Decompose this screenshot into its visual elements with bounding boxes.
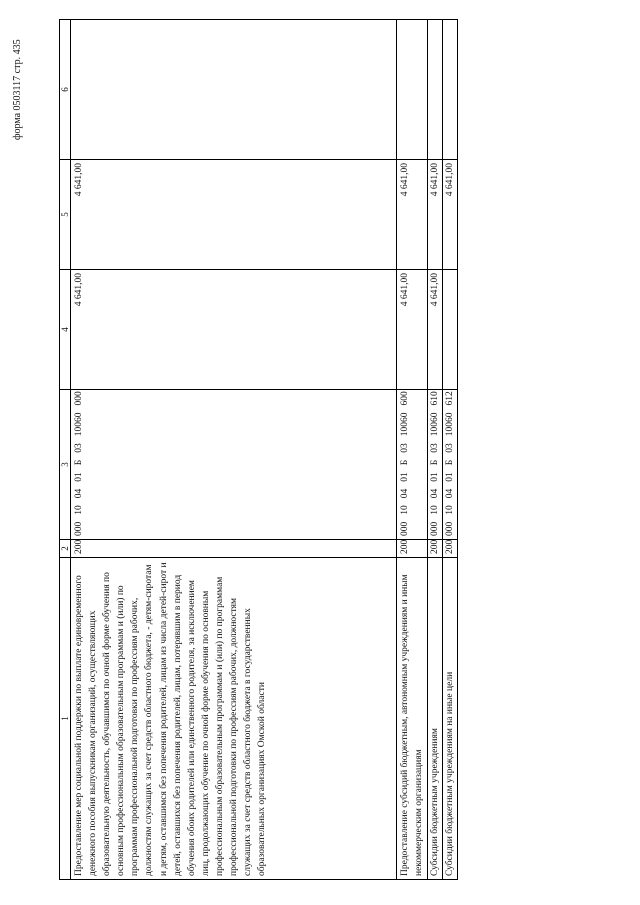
row-approved xyxy=(443,270,458,390)
row-unexecuted xyxy=(443,20,458,160)
code-part: 600 xyxy=(400,391,410,406)
row-executed: 4 641,00 xyxy=(443,160,458,270)
code-part: 03 xyxy=(430,443,441,453)
row-name: Предоставление субсидий бюджетным, автономным учреждениям и иным некоммерческим организациям xyxy=(397,558,428,880)
row-name: Предоставление мер социальной поддержки по выплате единовременного денежного пособия выпускникам организаций, осуществляющих образовательную деятельность, обучавшимся по очной форме обучения по основным профессиональным образовательным программам и (или) по программам профессиональной подготовки по профессиям рабочих, должностям служащих за счет средств областного бюджета, - детям-сиротам и детям, оставшимся без попечения родителей, лицам из числа детей-сирот и детей, оставшихся без попечения родителей, лицам, потерявшим в период обучения обоих родителей или единственного родителя, за исключением лиц, продолжающих обучение по очной форме обучения по основным профессиональным образовательным программам и (или) по программам профессиональной подготовки по профессиям рабочих, должностям служащих за счет средств областного бюджета в государственных образовательных организациях Омской области xyxy=(71,558,397,880)
row-executed: 4 641,00 xyxy=(428,160,443,270)
code-part: 04 xyxy=(400,488,410,499)
code-part: 10060 xyxy=(400,412,410,437)
header-cell: 6 xyxy=(60,20,71,160)
row-line-code: 200 xyxy=(397,540,428,558)
row-approved: 4 641,00 xyxy=(428,270,443,390)
row-line-code: 200 xyxy=(428,540,443,558)
code-part: 04 xyxy=(430,488,441,499)
header-row xyxy=(60,20,71,880)
code-part: 01 xyxy=(445,472,456,482)
header-cell: 2 xyxy=(60,540,71,558)
row-line-code: 200 xyxy=(71,540,397,558)
row-approved: 4 641,00 xyxy=(397,270,428,390)
row-unexecuted xyxy=(428,20,443,160)
row-executed: 4 641,00 xyxy=(71,160,397,270)
code-part: 10 xyxy=(445,505,456,515)
table-row xyxy=(443,20,458,880)
form-label: форма 0503117 стр. 435 xyxy=(12,39,23,140)
row-name: Субсидии бюджетным учреждениям на иные цели xyxy=(443,558,458,880)
row-budget-code xyxy=(71,390,397,540)
code-part: 000 xyxy=(430,521,441,536)
row-approved: 4 641,00 xyxy=(71,270,397,390)
code-part: Б xyxy=(400,459,410,466)
row-budget-code xyxy=(443,390,458,540)
code-part: 10060 xyxy=(430,412,441,437)
code-part: 000 xyxy=(74,521,84,536)
code-part: 000 xyxy=(74,391,84,406)
budget-table-rotated xyxy=(59,20,478,880)
code-part: Б xyxy=(445,459,456,466)
code-part: 01 xyxy=(400,472,410,482)
row-unexecuted xyxy=(397,20,428,160)
code-part: 10060 xyxy=(74,412,84,437)
code-part: 03 xyxy=(400,443,410,453)
code-part: 10 xyxy=(74,505,84,515)
table-row xyxy=(428,20,443,880)
row-unexecuted xyxy=(71,20,397,160)
code-part: 03 xyxy=(445,443,456,453)
code-part: 10 xyxy=(400,505,410,515)
code-part: 10060 xyxy=(445,412,456,437)
table-row xyxy=(397,20,428,880)
code-part: 10 xyxy=(430,505,441,515)
row-line-code: 200 xyxy=(443,540,458,558)
header-cell: 4 xyxy=(60,270,71,390)
code-part: 01 xyxy=(74,472,84,482)
row-name: Субсидии бюджетным учреждениям xyxy=(428,558,443,880)
row-budget-code xyxy=(428,390,443,540)
table-row xyxy=(71,20,397,880)
code-part: 612 xyxy=(445,391,456,406)
header-cell: 1 xyxy=(60,558,71,880)
header-cell: 5 xyxy=(60,160,71,270)
code-part: 03 xyxy=(74,443,84,453)
code-part: Б xyxy=(430,459,441,466)
code-part: 000 xyxy=(445,521,456,536)
code-part: 04 xyxy=(445,488,456,499)
code-part: 000 xyxy=(400,521,410,536)
code-part: Б xyxy=(74,459,84,466)
code-part: 04 xyxy=(74,488,84,499)
header-cell: 3 xyxy=(60,390,71,540)
code-part: 610 xyxy=(430,391,441,406)
row-executed: 4 641,00 xyxy=(397,160,428,270)
row-budget-code xyxy=(397,390,428,540)
code-part: 01 xyxy=(430,472,441,482)
budget-table xyxy=(59,19,458,880)
